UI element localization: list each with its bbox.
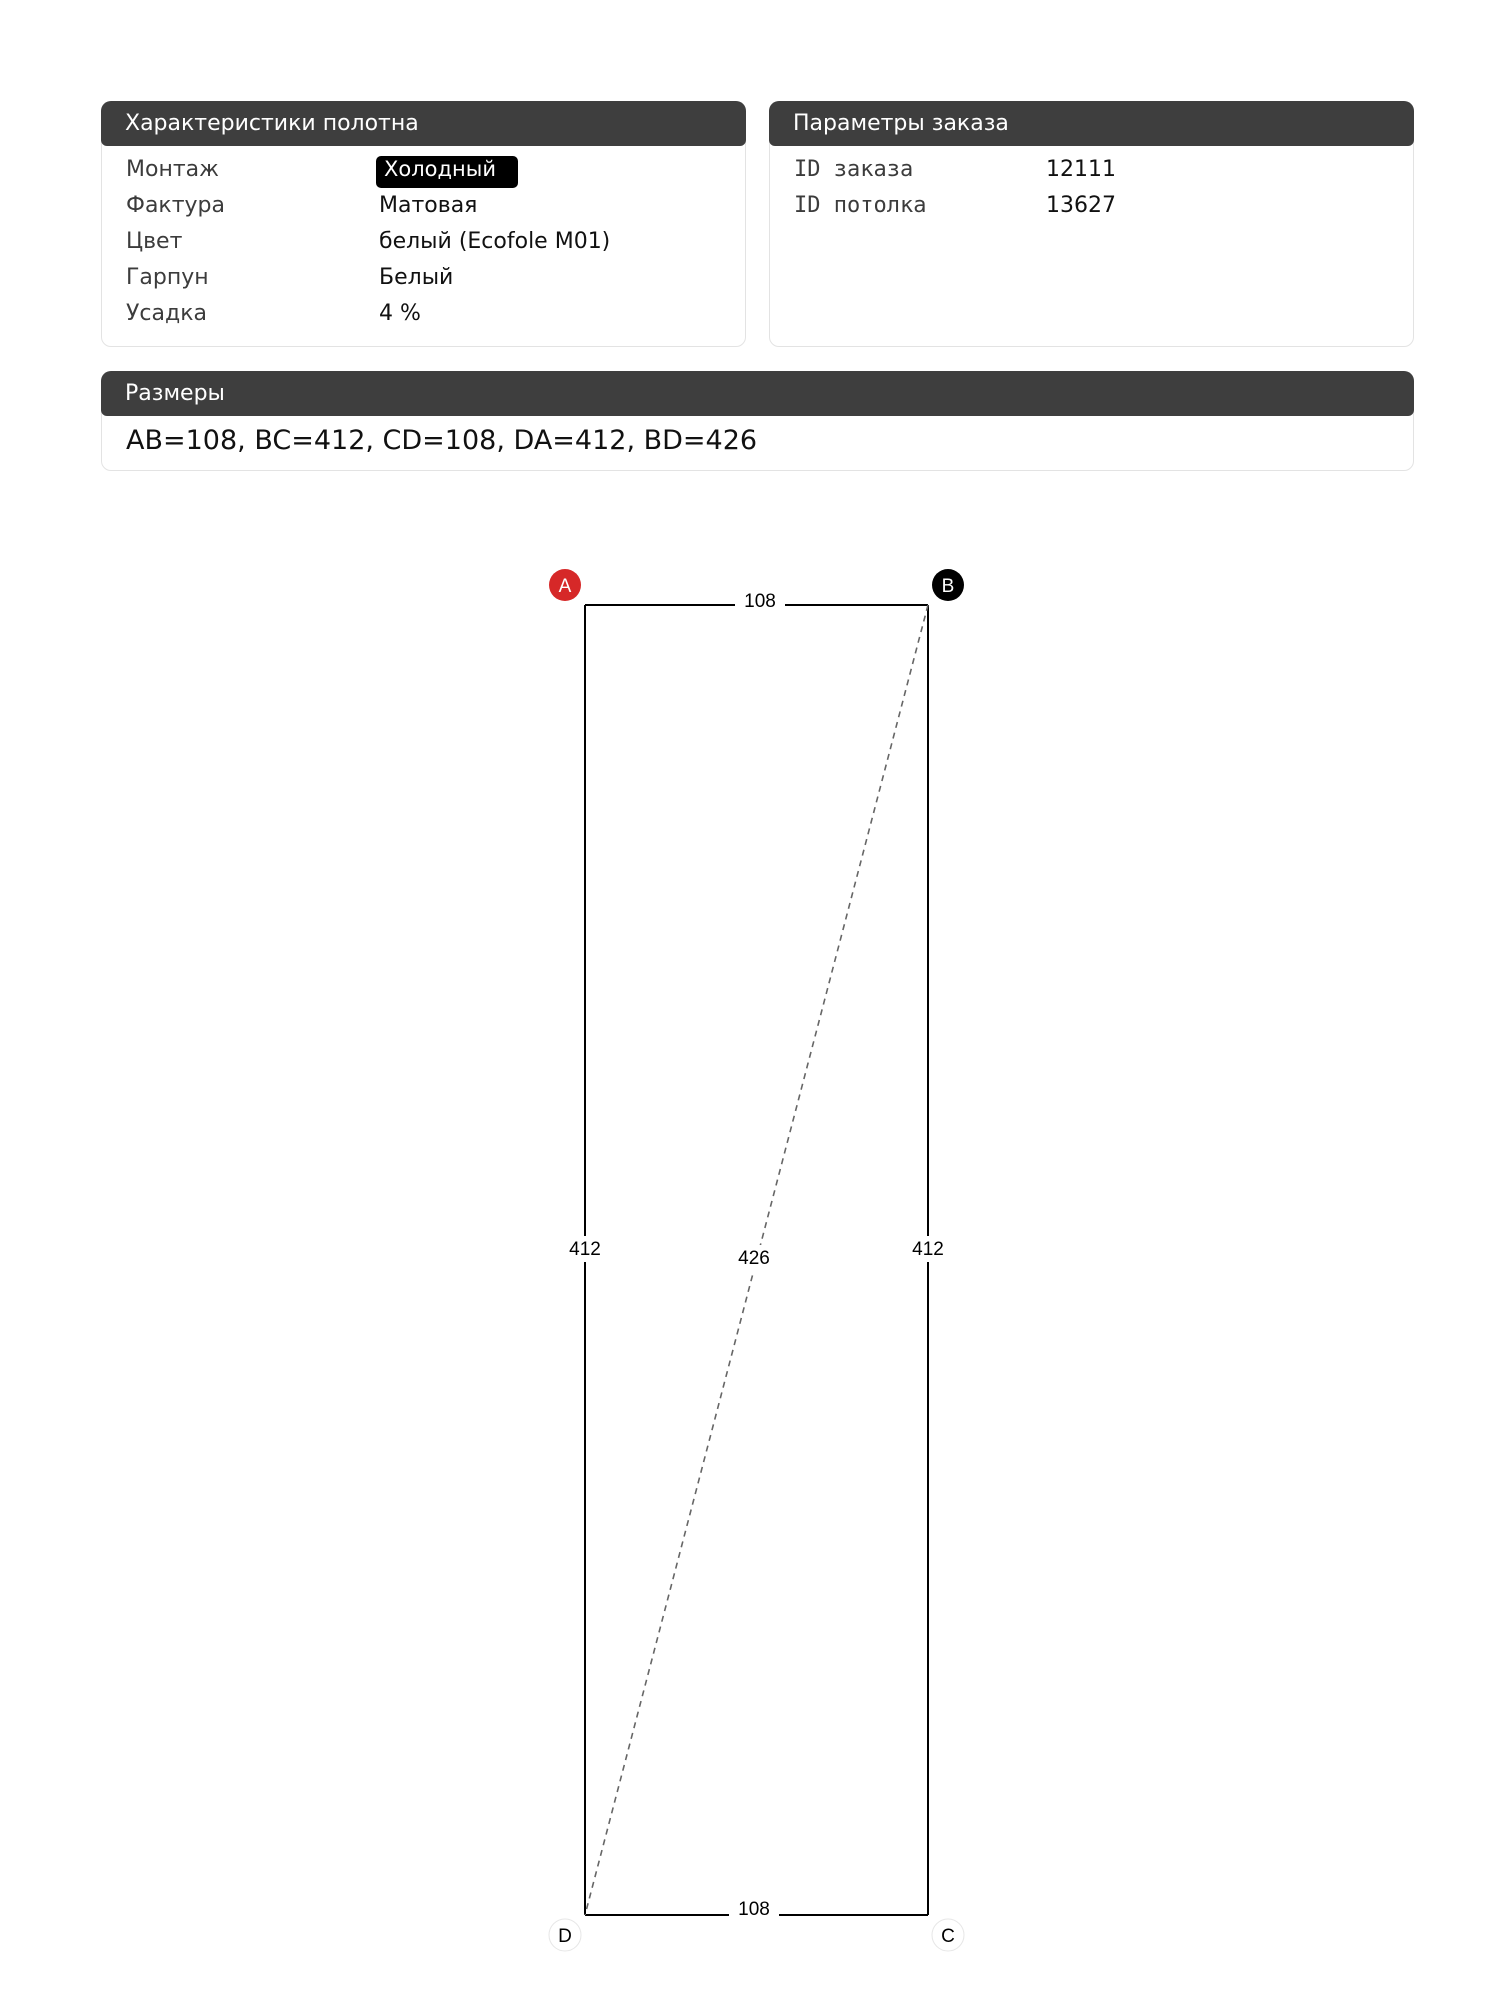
corner-b-label: B xyxy=(941,576,955,597)
ceiling-id-value: 13627 xyxy=(1046,193,1116,218)
diagonal-bd-label: 426 xyxy=(738,1248,770,1269)
texture-value: Матовая xyxy=(379,193,478,218)
corner-d-marker xyxy=(549,1919,581,1951)
ceiling-id-label: ID потолка xyxy=(794,193,927,218)
harpoon-value: Белый xyxy=(379,265,454,290)
edge-ab-label: 108 xyxy=(744,591,776,612)
corner-c-marker xyxy=(932,1919,964,1951)
dimensions-summary: AB=108, BC=412, CD=108, DA=412, BD=426 xyxy=(126,425,758,456)
corner-b-marker xyxy=(932,569,964,601)
mounting-label: Монтаж xyxy=(126,157,219,182)
texture-label: Фактура xyxy=(126,193,225,218)
edge-cd-label: 108 xyxy=(738,1899,770,1920)
shrinkage-value: 4 % xyxy=(379,301,421,326)
corner-a-label: A xyxy=(558,576,572,597)
shrinkage-label: Усадка xyxy=(126,301,207,326)
corner-a-marker xyxy=(549,569,581,601)
canvas-characteristics-title: Характеристики полотна xyxy=(101,101,746,146)
edge-da-label: 412 xyxy=(569,1239,601,1260)
order-id-value: 12111 xyxy=(1046,157,1116,182)
color-value: белый (Ecofole M01) xyxy=(379,229,611,254)
color-label: Цвет xyxy=(126,229,183,254)
order-id-label: ID заказа xyxy=(794,157,914,182)
dimensions-title: Размеры xyxy=(101,371,1414,416)
order-parameters-title: Параметры заказа xyxy=(769,101,1414,146)
corner-c-label: C xyxy=(941,1926,955,1947)
edge-bc-label: 412 xyxy=(912,1239,944,1260)
mounting-value-badge: Холодный xyxy=(376,156,518,188)
corner-d-label: D xyxy=(558,1926,572,1947)
harpoon-label: Гарпун xyxy=(126,265,209,290)
